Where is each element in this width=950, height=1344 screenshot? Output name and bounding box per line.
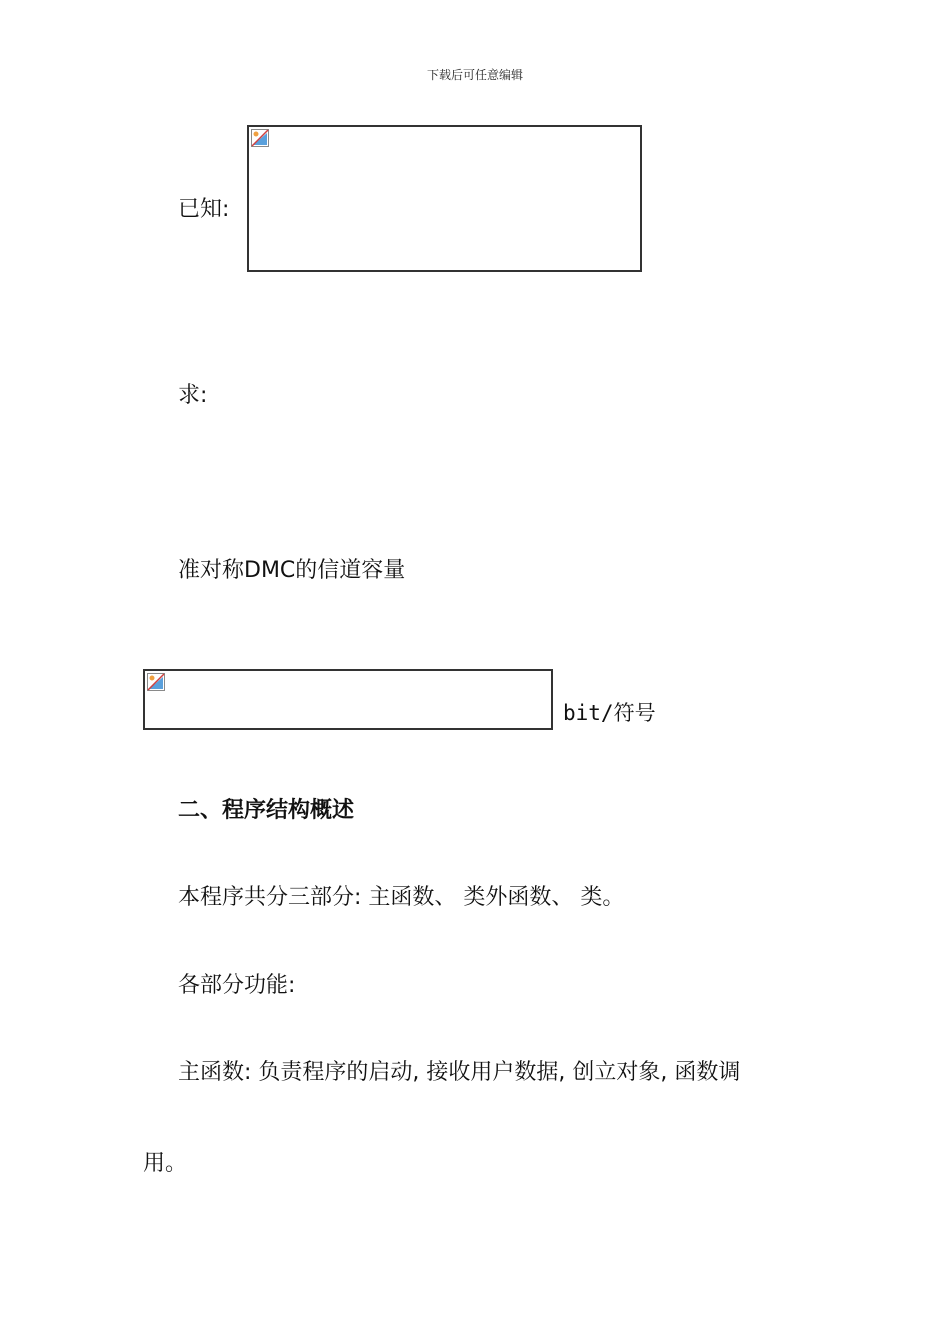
paragraph-3-line-1: 主函数: 负责程序的启动, 接收用户数据, 创立对象, 函数调 bbox=[178, 1060, 741, 1085]
section-title: 二、程序结构概述 bbox=[178, 798, 355, 823]
known-label: 已知: bbox=[178, 197, 230, 222]
paragraph-1: 本程序共分三部分: 主函数、 类外函数、 类。 bbox=[178, 885, 625, 910]
find-label: 求: bbox=[178, 383, 208, 408]
capacity-unit: bit/符号 bbox=[563, 701, 656, 725]
capacity-heading: 准对称DMC的信道容量 bbox=[178, 558, 406, 583]
broken-image-icon bbox=[251, 129, 269, 147]
capacity-formula-image bbox=[143, 669, 553, 730]
paragraph-3-line-2: 用。 bbox=[143, 1151, 188, 1176]
page-header: 下载后可任意编辑 bbox=[426, 68, 523, 82]
known-formula-image bbox=[247, 125, 642, 272]
broken-image-icon bbox=[147, 673, 165, 691]
paragraph-2: 各部分功能: bbox=[178, 973, 296, 998]
